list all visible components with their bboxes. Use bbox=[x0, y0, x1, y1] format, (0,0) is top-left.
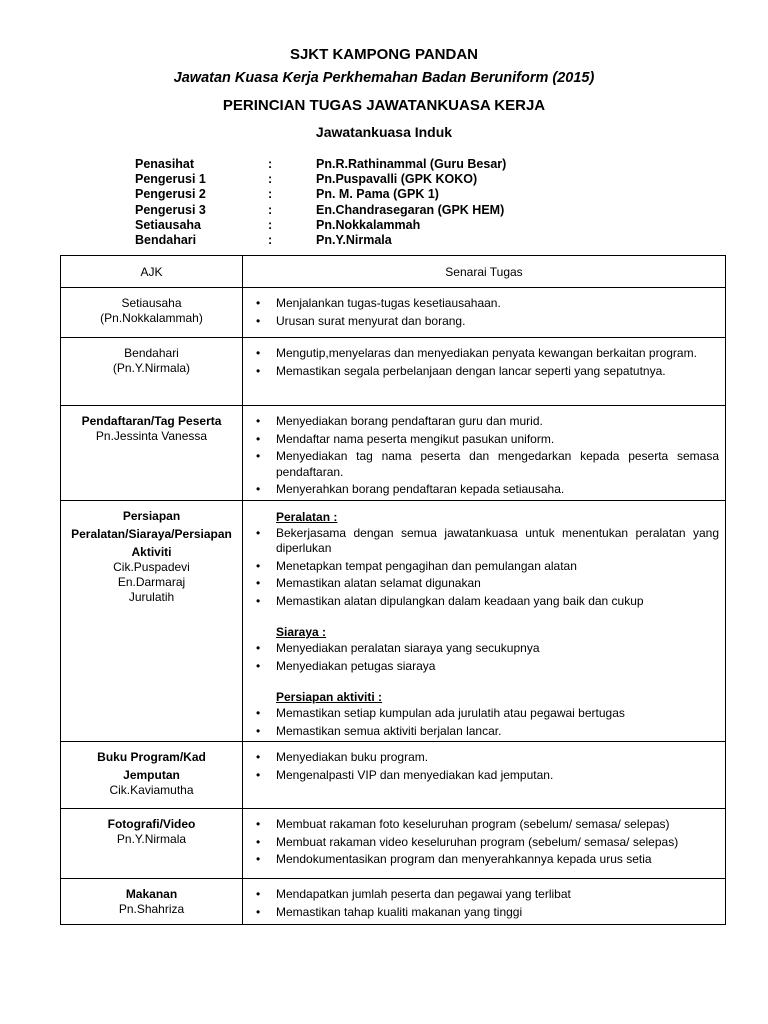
table-row bbox=[61, 288, 726, 338]
task-text: Mendapatkan jumlah peserta dan pegawai yang terlibat bbox=[276, 887, 571, 901]
member-colon: : bbox=[268, 202, 273, 217]
ajk-member: (Pn.Nokkalammah) bbox=[100, 311, 203, 325]
ajk-cell bbox=[61, 500, 243, 742]
header-ajk: AJK bbox=[61, 256, 243, 288]
task-item bbox=[247, 817, 719, 833]
school-name: SJKT KAMPONG PANDAN bbox=[289, 46, 479, 63]
bullet-icon: • bbox=[256, 449, 261, 463]
member-colon: : bbox=[268, 172, 273, 187]
header-task-list: Senarai Tugas bbox=[243, 256, 726, 288]
bullet-icon: • bbox=[256, 767, 261, 782]
member-name: En.Chandrasegaran (GPK HEM) bbox=[316, 202, 505, 217]
task-text: Menetapkan tempat pengagihan dan pemulangan alatan bbox=[276, 558, 577, 573]
task-item bbox=[247, 296, 719, 312]
task-section-heading: Peralatan : bbox=[276, 509, 338, 524]
ajk-member: Setiausaha bbox=[121, 296, 182, 310]
member-name: Pn. M. Pama (GPK 1) bbox=[316, 187, 439, 202]
member-role: Pengerusi 3 bbox=[135, 202, 206, 217]
bullet-icon: • bbox=[256, 641, 261, 655]
ajk-title: Pendaftaran/Tag Peserta bbox=[81, 414, 222, 428]
task-text: Membuat rakaman foto keseluruhan program (sebelum/ semasa/ selepas) bbox=[276, 817, 670, 831]
bullet-icon: • bbox=[256, 346, 261, 360]
task-item bbox=[247, 482, 719, 498]
task-cell bbox=[243, 809, 726, 879]
ajk-title: Buku Program/Kad bbox=[97, 750, 206, 764]
task-text: Menyediakan peralatan siaraya yang secukupnya bbox=[276, 641, 540, 655]
table-row bbox=[61, 500, 726, 742]
ajk-title: Aktiviti bbox=[131, 544, 172, 559]
bullet-icon: • bbox=[256, 313, 261, 328]
member-row bbox=[135, 172, 655, 187]
task-text: Mendokumentasikan program dan menyerahkannya kepada urus setia bbox=[276, 852, 652, 866]
member-name: Pn.R.Rathinammal (Guru Besar) bbox=[316, 157, 507, 171]
task-text: Membuat rakaman video keseluruhan program (sebelum/ semasa/ selepas) bbox=[276, 834, 679, 849]
task-item bbox=[247, 314, 719, 330]
ajk-cell bbox=[61, 288, 243, 338]
section-gap bbox=[247, 611, 719, 624]
member-role: Setiausaha bbox=[135, 217, 202, 232]
bullet-icon: • bbox=[256, 750, 261, 764]
table-row bbox=[61, 879, 726, 925]
section-subtitle: Jawatankuasa Induk bbox=[315, 124, 453, 140]
table-row bbox=[61, 338, 726, 406]
task-section-heading: Siaraya : bbox=[276, 625, 327, 639]
document-title: PERINCIAN TUGAS JAWATANKUASA KERJA bbox=[222, 97, 546, 114]
task-item bbox=[247, 768, 719, 784]
task-list bbox=[247, 750, 719, 783]
member-colon: : bbox=[268, 232, 273, 247]
task-text: Menyediakan petugas siaraya bbox=[276, 658, 436, 673]
task-text: Mendaftar nama peserta mengikut pasukan uniform. bbox=[276, 431, 555, 446]
bullet-icon: • bbox=[256, 593, 261, 608]
task-list bbox=[247, 641, 719, 674]
member-row bbox=[135, 233, 655, 248]
table-row bbox=[61, 809, 726, 879]
ajk-cell bbox=[61, 742, 243, 809]
task-cell bbox=[243, 338, 726, 406]
task-text: Menyerahkan borang pendaftaran kepada setiausaha. bbox=[276, 482, 565, 496]
task-item bbox=[247, 364, 719, 380]
task-list bbox=[247, 887, 719, 920]
task-item bbox=[247, 905, 719, 921]
ajk-member: Pn.Shahriza bbox=[118, 902, 185, 916]
task-item bbox=[247, 887, 719, 903]
task-item bbox=[247, 852, 719, 868]
task-item bbox=[247, 750, 719, 766]
task-list bbox=[247, 414, 719, 498]
ajk-member: Pn.Y.Nirmala bbox=[116, 832, 187, 846]
ajk-member: Jurulatih bbox=[128, 589, 175, 604]
task-text: Memastikan semua aktiviti berjalan lancar. bbox=[276, 723, 502, 738]
member-name: Pn.Puspavalli (GPK KOKO) bbox=[316, 172, 478, 187]
task-text: Urusan surat menyurat dan borang. bbox=[276, 313, 466, 328]
member-colon: : bbox=[268, 217, 273, 232]
ajk-title: Jemputan bbox=[123, 768, 180, 782]
bullet-icon: • bbox=[256, 817, 261, 831]
bullet-icon: • bbox=[256, 363, 261, 378]
task-cell bbox=[243, 742, 726, 809]
member-row bbox=[135, 157, 655, 172]
task-item bbox=[247, 526, 719, 557]
task-text: Memastikan alatan selamat digunakan bbox=[276, 576, 481, 590]
bullet-icon: • bbox=[256, 904, 261, 919]
ajk-cell bbox=[61, 406, 243, 501]
bullet-icon: • bbox=[256, 431, 261, 446]
task-item bbox=[247, 706, 719, 722]
main-committee-list bbox=[135, 157, 655, 248]
task-item bbox=[247, 641, 719, 657]
task-cell bbox=[243, 406, 726, 501]
task-text: Menyediakan tag nama peserta dan mengedarkan kepada peserta semasa pendaftaran. bbox=[276, 449, 719, 479]
task-item bbox=[247, 559, 719, 575]
task-text: Menyediakan borang pendaftaran guru dan murid. bbox=[276, 414, 543, 428]
section-gap bbox=[247, 676, 719, 689]
member-colon: : bbox=[268, 187, 273, 202]
task-item bbox=[247, 346, 719, 362]
ajk-member: Cik.Puspadevi bbox=[113, 559, 190, 574]
ajk-title: Fotografi/Video bbox=[107, 817, 196, 831]
bullet-icon: • bbox=[256, 558, 261, 573]
task-text: Mengenalpasti VIP dan menyediakan kad jemputan. bbox=[276, 767, 554, 782]
member-row bbox=[135, 203, 655, 218]
task-item bbox=[247, 432, 719, 448]
member-colon: : bbox=[268, 157, 273, 171]
task-item bbox=[247, 594, 719, 610]
bullet-icon: • bbox=[256, 414, 261, 428]
bullet-icon: • bbox=[256, 576, 261, 590]
member-name: Pn.Nokkalammah bbox=[316, 217, 421, 232]
bullet-icon: • bbox=[256, 296, 261, 310]
bullet-icon: • bbox=[256, 658, 261, 673]
task-list bbox=[247, 296, 719, 329]
task-item bbox=[247, 449, 719, 480]
committee-title: Jawatan Kuasa Kerja Perkhemahan Badan Beruniform (2015) bbox=[173, 70, 595, 86]
task-text: Menyediakan buku program. bbox=[276, 750, 429, 764]
task-text: Memastikan alatan dipulangkan dalam keadaan yang baik dan cukup bbox=[276, 593, 644, 608]
bullet-icon: • bbox=[256, 834, 261, 849]
bullet-icon: • bbox=[256, 887, 261, 901]
bullet-icon: • bbox=[256, 482, 261, 496]
task-text: Memastikan segala perbelanjaan dengan lancar seperti yang sepatutnya. bbox=[276, 363, 666, 378]
task-list bbox=[247, 817, 719, 868]
ajk-title: Persiapan bbox=[122, 508, 181, 523]
task-item bbox=[247, 576, 719, 592]
duty-table bbox=[60, 255, 726, 925]
ajk-member: Bendahari bbox=[124, 346, 179, 360]
task-item bbox=[247, 659, 719, 675]
task-section-heading: Persiapan aktiviti : bbox=[276, 690, 383, 704]
bullet-icon: • bbox=[256, 525, 261, 540]
ajk-cell bbox=[61, 338, 243, 406]
bullet-icon: • bbox=[256, 723, 261, 738]
member-role: Pengerusi 2 bbox=[135, 187, 206, 202]
ajk-title: Peralatan/Siaraya/Persiapan bbox=[71, 526, 232, 541]
table-header-row bbox=[61, 256, 726, 288]
member-role: Penasihat bbox=[135, 157, 195, 171]
task-text: Memastikan setiap kumpulan ada jurulatih atau pegawai bertugas bbox=[276, 706, 625, 720]
task-list bbox=[247, 526, 719, 610]
task-cell bbox=[243, 500, 726, 742]
ajk-member: Pn.Jessinta Vanessa bbox=[95, 429, 208, 443]
task-list bbox=[247, 346, 719, 379]
ajk-title: Makanan bbox=[125, 887, 178, 901]
bullet-icon: • bbox=[256, 852, 261, 866]
task-item bbox=[247, 724, 719, 740]
task-cell bbox=[243, 879, 726, 925]
task-text: Mengutip,menyelaras dan menyediakan penyata kewangan berkaitan program. bbox=[276, 346, 697, 360]
table-row bbox=[61, 406, 726, 501]
ajk-member: Cik.Kaviamutha bbox=[109, 783, 194, 797]
task-cell bbox=[243, 288, 726, 338]
member-row bbox=[135, 218, 655, 233]
task-text: Memastikan tahap kualiti makanan yang tinggi bbox=[276, 904, 523, 919]
task-item bbox=[247, 835, 719, 851]
member-role: Pengerusi 1 bbox=[135, 172, 206, 187]
ajk-cell bbox=[61, 879, 243, 925]
bullet-icon: • bbox=[256, 706, 261, 720]
member-row bbox=[135, 187, 655, 202]
ajk-member: (Pn.Y.Nirmala) bbox=[112, 361, 191, 375]
task-list bbox=[247, 706, 719, 739]
table-row bbox=[61, 742, 726, 809]
ajk-member: En.Darmaraj bbox=[117, 574, 186, 589]
member-name: Pn.Y.Nirmala bbox=[316, 232, 392, 247]
ajk-cell bbox=[61, 809, 243, 879]
task-item bbox=[247, 414, 719, 430]
task-text: Bekerjasama dengan semua jawatankuasa untuk menentukan peralatan yang diperlukan bbox=[276, 525, 719, 555]
member-role: Bendahari bbox=[135, 232, 197, 247]
task-text: Menjalankan tugas-tugas kesetiausahaan. bbox=[276, 296, 501, 310]
